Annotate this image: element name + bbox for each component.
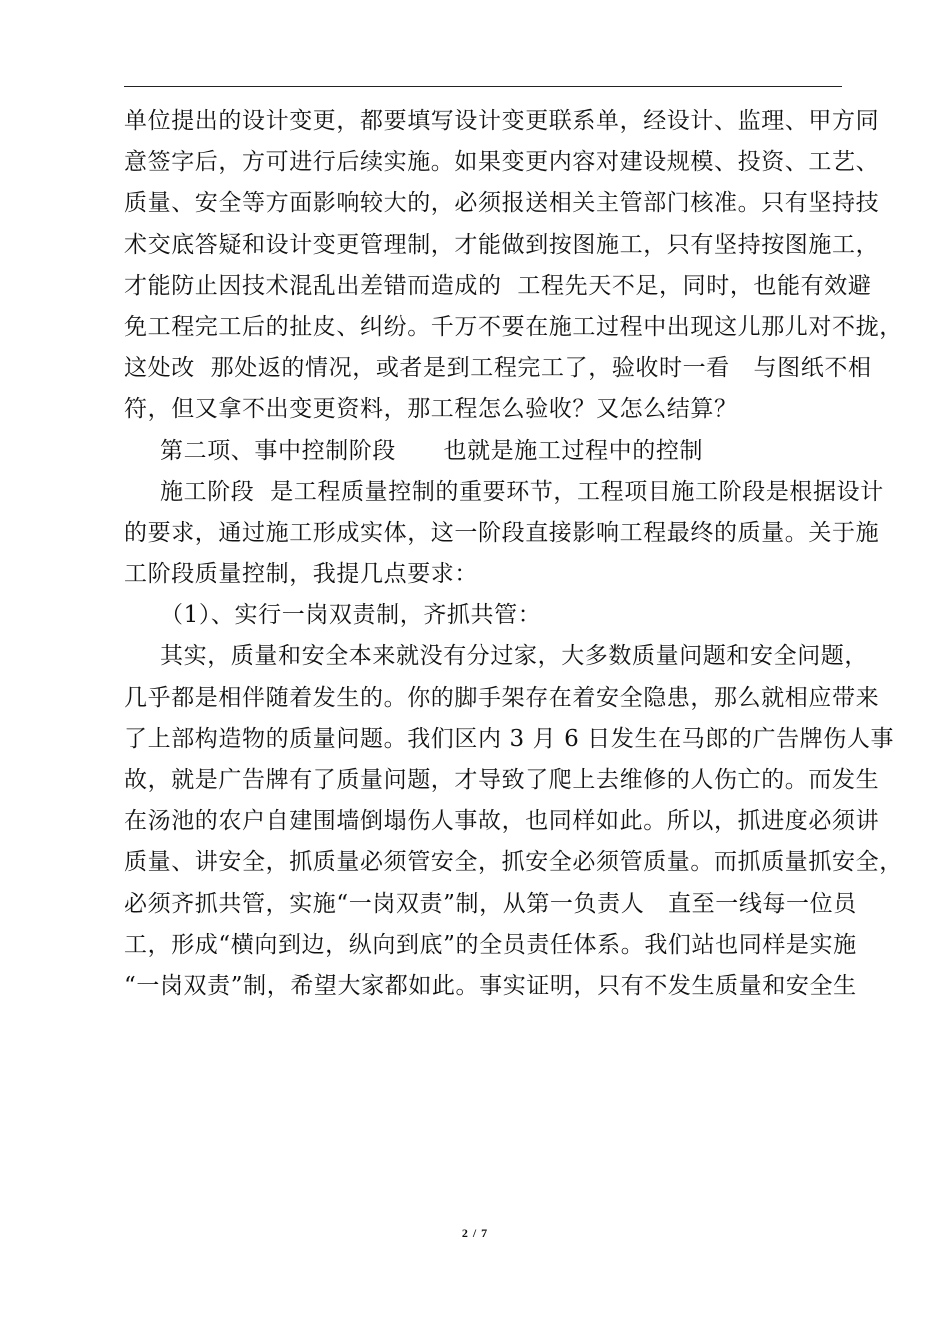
text-line: 质量、讲安全，抓质量必须管安全，抓安全必须管质量。而抓质量抓安全， — [124, 849, 903, 876]
text-line: 工阶段质量控制，我提几点要求： — [124, 561, 478, 588]
text-line: 施工阶段 是工程质量控制的重要环节，工程项目施工阶段是根据设计 — [160, 478, 884, 505]
text-line: 免工程完工后的扯皮、纠纷。千万不要在施工过程中出现这儿那儿对不拢， — [124, 313, 903, 340]
section-heading: 第二项、事中控制阶段 也就是施工过程中的控制 — [160, 437, 704, 464]
text-line: 单位提出的设计变更，都要填写设计变更联系单，经设计、监理、甲方同 — [124, 108, 880, 134]
text-line: 工，形成“横向到边，纵向到底”的全员责任体系。我们站也同样是实施 — [124, 931, 857, 958]
text-line: 才能防止因技术混乱出差错而造成的 工程先天不足，同时，也能有效避 — [124, 272, 872, 299]
text-line: 的要求，通过施工形成实体，这一阶段直接影响工程最终的质量。关于施 — [124, 519, 880, 546]
header-rule — [124, 86, 842, 87]
text-line: 意签字后，方可进行后续实施。如果变更内容对建设规模、投资、工艺、 — [124, 149, 880, 176]
text-line: 故，就是广告牌有了质量问题，才导致了爬上去维修的人伤亡的。而发生 — [124, 767, 880, 793]
text-line: 质量、安全等方面影响较大的，必须报送相关主管部门核准。只有坚持技 — [124, 190, 880, 217]
text-line: 了上部构造物的质量问题。我们区内 3 月 6 日发生在马郎的广告牌伤人事 — [124, 725, 895, 752]
subsection-heading: （1）、实行一岗双责制，齐抓共管： — [160, 602, 542, 629]
text-line: 这处改 那处返的情况，或者是到工程完工了，验收时一看 与图纸不相 — [124, 355, 872, 382]
text-line: “一岗双责”制，希望大家都如此。事实证明，只有不发生质量和安全生 — [124, 972, 857, 999]
text-line: 其实，质量和安全本来就没有分过家，大多数质量问题和安全问题， — [160, 643, 868, 670]
page-number: 2 / 7 — [461, 1226, 489, 1240]
text-line: 符，但又拿不出变更资料，那工程怎么验收？又怎么结算？ — [124, 396, 738, 423]
text-line: 在汤池的农户自建围墙倒塌伤人事故，也同样如此。所以，抓进度必须讲 — [124, 808, 880, 835]
text-line: 术交底答疑和设计变更管理制，才能做到按图施工，只有坚持按图施工， — [124, 231, 880, 258]
text-line: 几乎都是相伴随着发生的。你的脚手架存在着安全隐患，那么就相应带来 — [124, 684, 880, 711]
body-text — [124, 101, 903, 1007]
text-line: 必须齐抓共管，实施“一岗双责”制，从第一负责人 直至一线每一位员 — [124, 890, 857, 917]
